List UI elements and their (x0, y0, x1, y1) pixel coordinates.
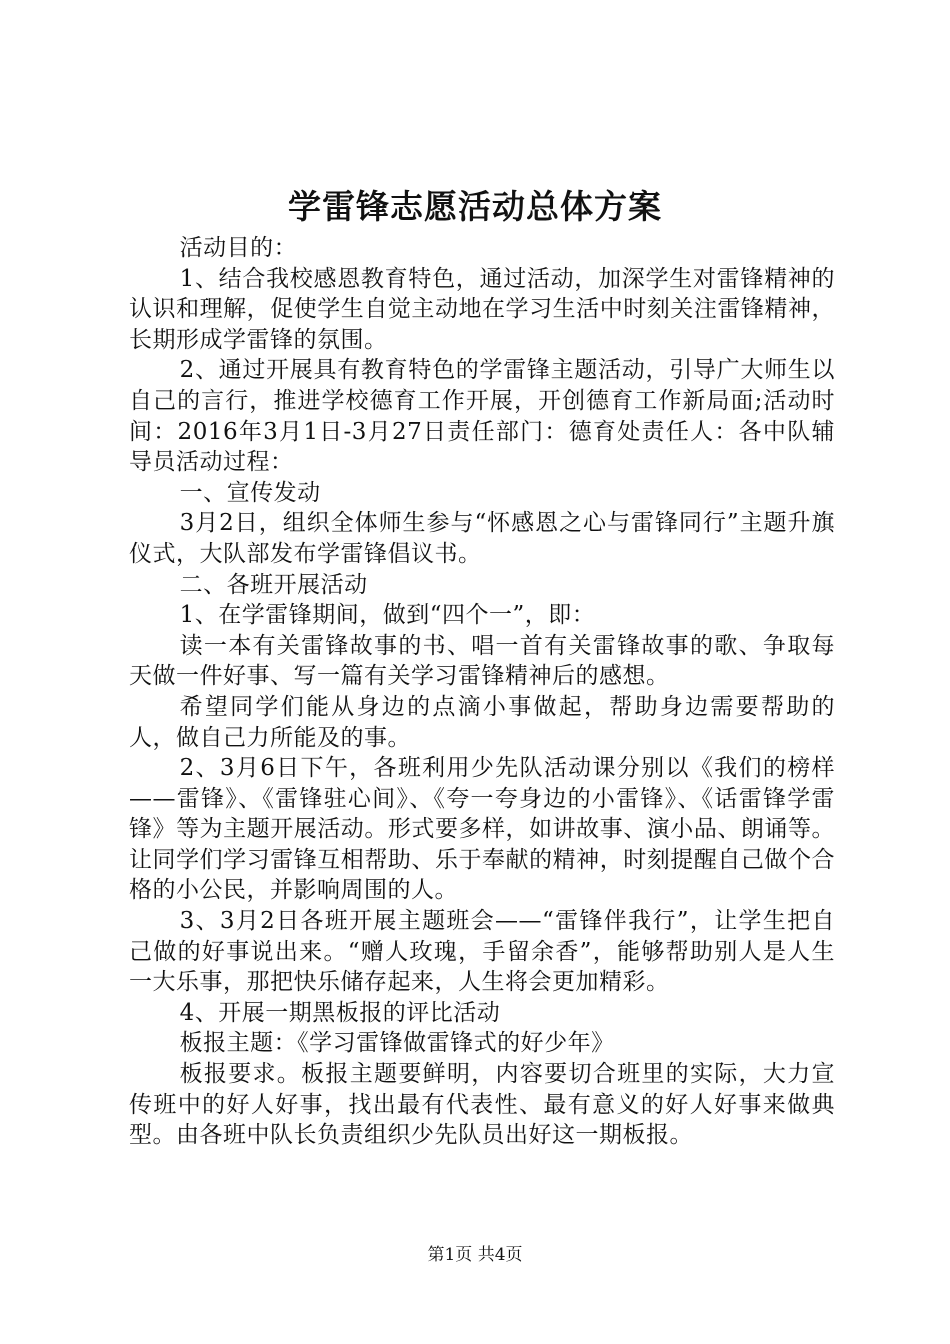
section-heading: 二、各班开展活动 (179, 571, 368, 598)
paragraph: 板报主题：《学习雷锋做雷锋式的好少年》 (179, 1030, 615, 1057)
paragraph: 4、开展一期黑板报的评比活动 (179, 999, 501, 1026)
paragraph: 2、通过开展具有教育特色的学雷锋主题活动，引导广大师生以自己的言行，推进学校德育工作开展，开创德育工作新局面;活动时间：2016年3月1日-3月27日责任部门：德育处责任人：各中队辅导员活动过程： (129, 357, 835, 476)
paragraph: 2、3月6日下午，各班利用少先队活动课分别以《我们的榜样——雷锋》、《雷锋驻心间》、《夸一夸身边的小雷锋》、《话雷锋学雷锋》等为主题开展活动。形式要多样，如讲故事、演小品、朗诵等。让同学们学习雷锋互相帮助、乐于奉献的精神，时刻提醒自己做个合格的小公民，并影响周围的人。 (129, 755, 835, 904)
page-footer: 第1页 共4页 (427, 1245, 523, 1265)
paragraph: 读一本有关雷锋故事的书、唱一首有关雷锋故事的歌、争取每天做一件好事、写一篇有关学习雷锋精神后的感想。 (129, 632, 835, 690)
paragraph: 3月2日，组织全体师生参与“怀感恩之心与雷锋同行”主题升旗仪式，大队部发布学雷锋倡议书。 (129, 510, 835, 567)
section-heading: 一、宣传发动 (179, 479, 321, 506)
paragraph: 活动目的： (179, 235, 298, 261)
document-title: 学雷锋志愿活动总体方案 (288, 187, 662, 226)
paragraph: 板报要求。板报主题要鲜明，内容要切合班里的实际，大力宣传班中的好人好事，找出最有代表性、最有意义的好人好事来做典型。由各班中队长负责组织少先队员出好这一期板报。 (129, 1061, 835, 1149)
paragraph: 希望同学们能从身边的点滴小事做起，帮助身边需要帮助的人，做自己力所能及的事。 (129, 693, 835, 751)
paragraph: 1、在学雷锋期间，做到“四个一”，即： (179, 602, 596, 629)
paragraph: 1、结合我校感恩教育特色，通过活动，加深学生对雷锋精神的认识和理解，促使学生自觉主动地在学习生活中时刻关注雷锋精神，长期形成学雷锋的氛围。 (129, 265, 835, 353)
document-body (129, 233, 835, 1151)
paragraph: 3、3月2日各班开展主题班会——“雷锋伴我行”，让学生把自己做的好事说出来。“赠人玫瑰，手留余香”，能够帮助别人是人生一大乐事，那把快乐储存起来，人生将会更加精彩。 (129, 908, 835, 996)
